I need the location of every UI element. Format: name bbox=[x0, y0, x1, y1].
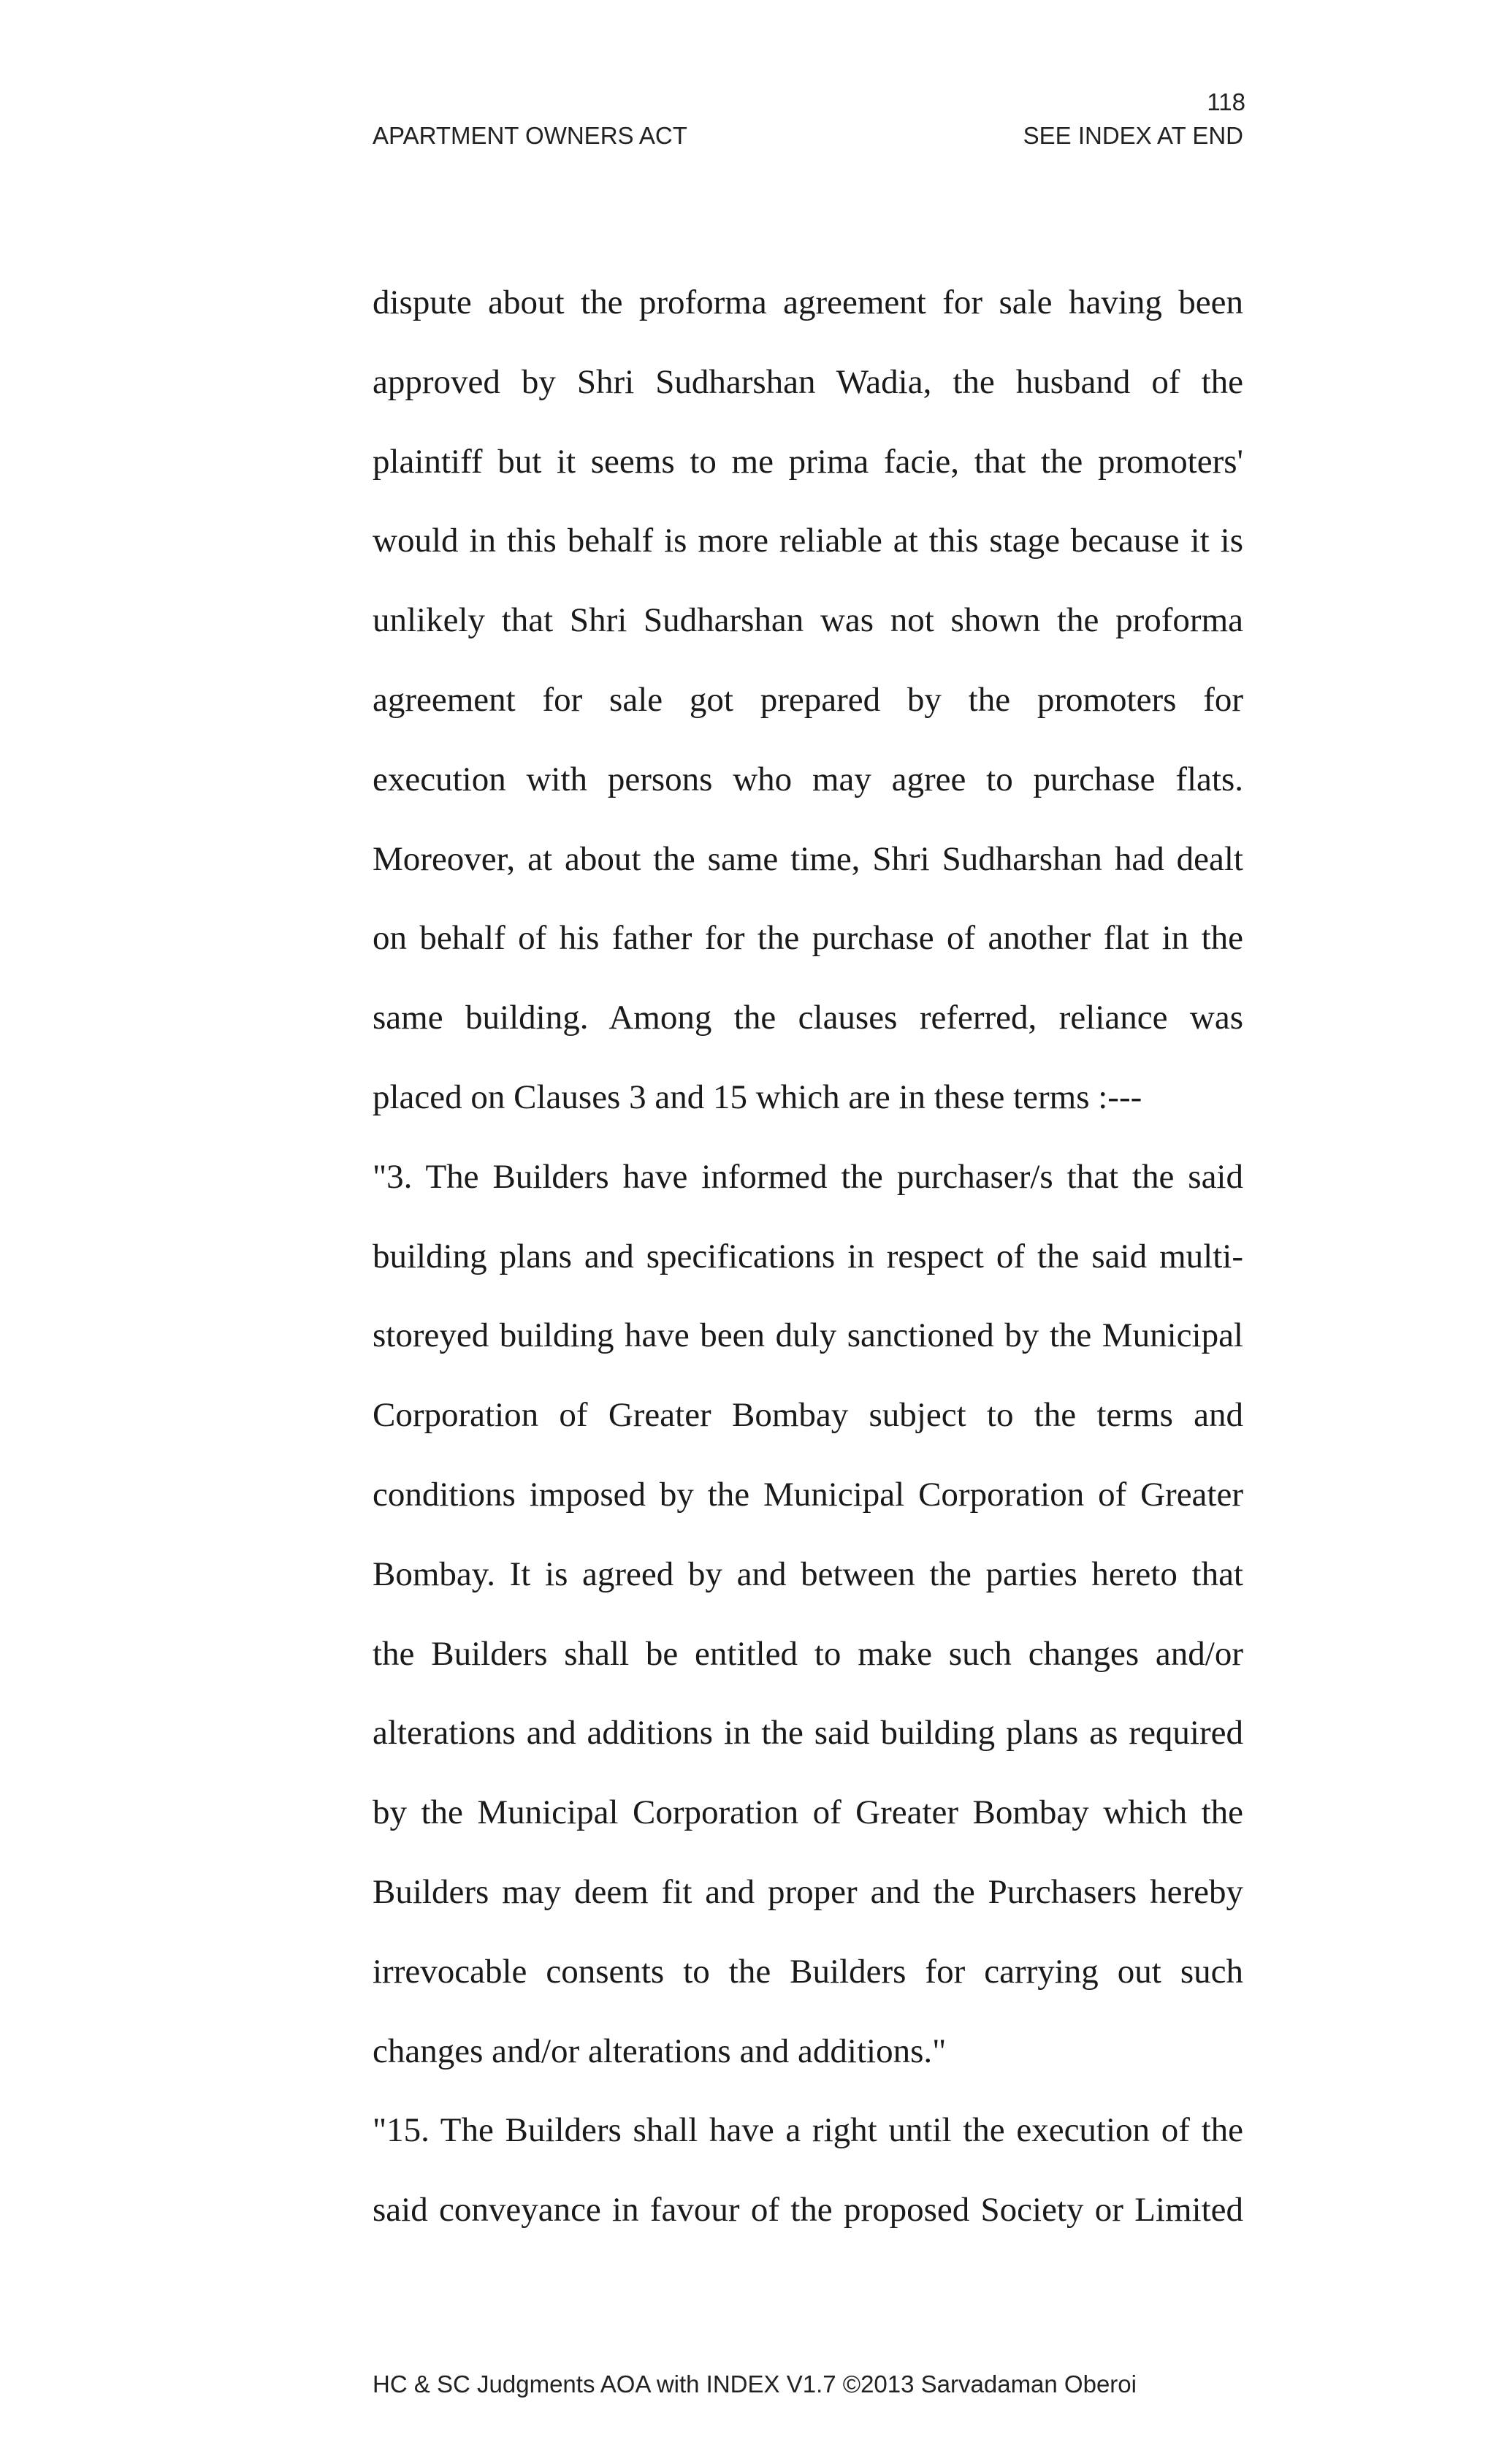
document-body bbox=[373, 263, 1243, 2250]
text-line: the Builders shall be entitled to make such changes and/or bbox=[373, 1634, 1243, 1673]
text-line: "3. The Builders have informed the purchaser/s that the said bbox=[373, 1157, 1243, 1196]
header-index-note: SEE INDEX AT END bbox=[1023, 122, 1243, 149]
text-line: said conveyance in favour of the proposed Society or Limited bbox=[373, 2191, 1243, 2230]
text-line: approved by Shri Sudharshan Wadia, the husband of the bbox=[373, 362, 1243, 401]
text-line: Bombay. It is agreed by and between the parties hereto that bbox=[373, 1555, 1243, 1593]
text-line: execution with persons who may agree to purchase flats. bbox=[373, 760, 1243, 798]
text-line: storeyed building have been duly sanctioned by the Municipal bbox=[373, 1316, 1243, 1355]
text-line: would in this behalf is more reliable at this stage because it is bbox=[373, 522, 1243, 560]
text-line: Builders may deem fit and proper and the Purchasers hereby bbox=[373, 1872, 1243, 1911]
header-title: APARTMENT OWNERS ACT bbox=[373, 122, 687, 149]
text-line: plaintiff but it seems to me prima facie, that the promoters' bbox=[373, 442, 1243, 481]
text-line: building plans and specifications in respect of the said multi- bbox=[373, 1237, 1243, 1275]
text-line: changes and/or alterations and additions." bbox=[373, 2032, 947, 2070]
text-line: Moreover, at about the same time, Shri Sudharshan had dealt bbox=[373, 839, 1243, 878]
text-line: irrevocable consents to the Builders for carrying out such bbox=[373, 1952, 1243, 1991]
text-line: placed on Clauses 3 and 15 which are in these terms :--- bbox=[373, 1077, 1142, 1116]
text-line: Corporation of Greater Bombay subject to the terms and bbox=[373, 1396, 1243, 1435]
running-header bbox=[373, 121, 1243, 150]
text-line: agreement for sale got prepared by the promoters for bbox=[373, 680, 1243, 719]
text-line: same building. Among the clauses referred, reliance was bbox=[373, 999, 1243, 1037]
text-line: by the Municipal Corporation of Greater Bombay which the bbox=[373, 1793, 1243, 1832]
page-footer: HC & SC Judgments AOA with INDEX V1.7 ©2013 Sarvadaman Oberoi bbox=[373, 2370, 1137, 2398]
text-line: dispute about the proforma agreement for sale having been bbox=[373, 283, 1243, 321]
text-line: unlikely that Shri Sudharshan was not shown the proforma bbox=[373, 601, 1243, 640]
text-line: conditions imposed by the Municipal Corporation of Greater bbox=[373, 1475, 1243, 1514]
text-line: "15. The Builders shall have a right until the execution of the bbox=[373, 2111, 1243, 2150]
text-line: on behalf of his father for the purchase of another flat in the bbox=[373, 919, 1243, 958]
text-line: alterations and additions in the said building plans as required bbox=[373, 1714, 1243, 1752]
page-number: 118 bbox=[1207, 88, 1245, 115]
